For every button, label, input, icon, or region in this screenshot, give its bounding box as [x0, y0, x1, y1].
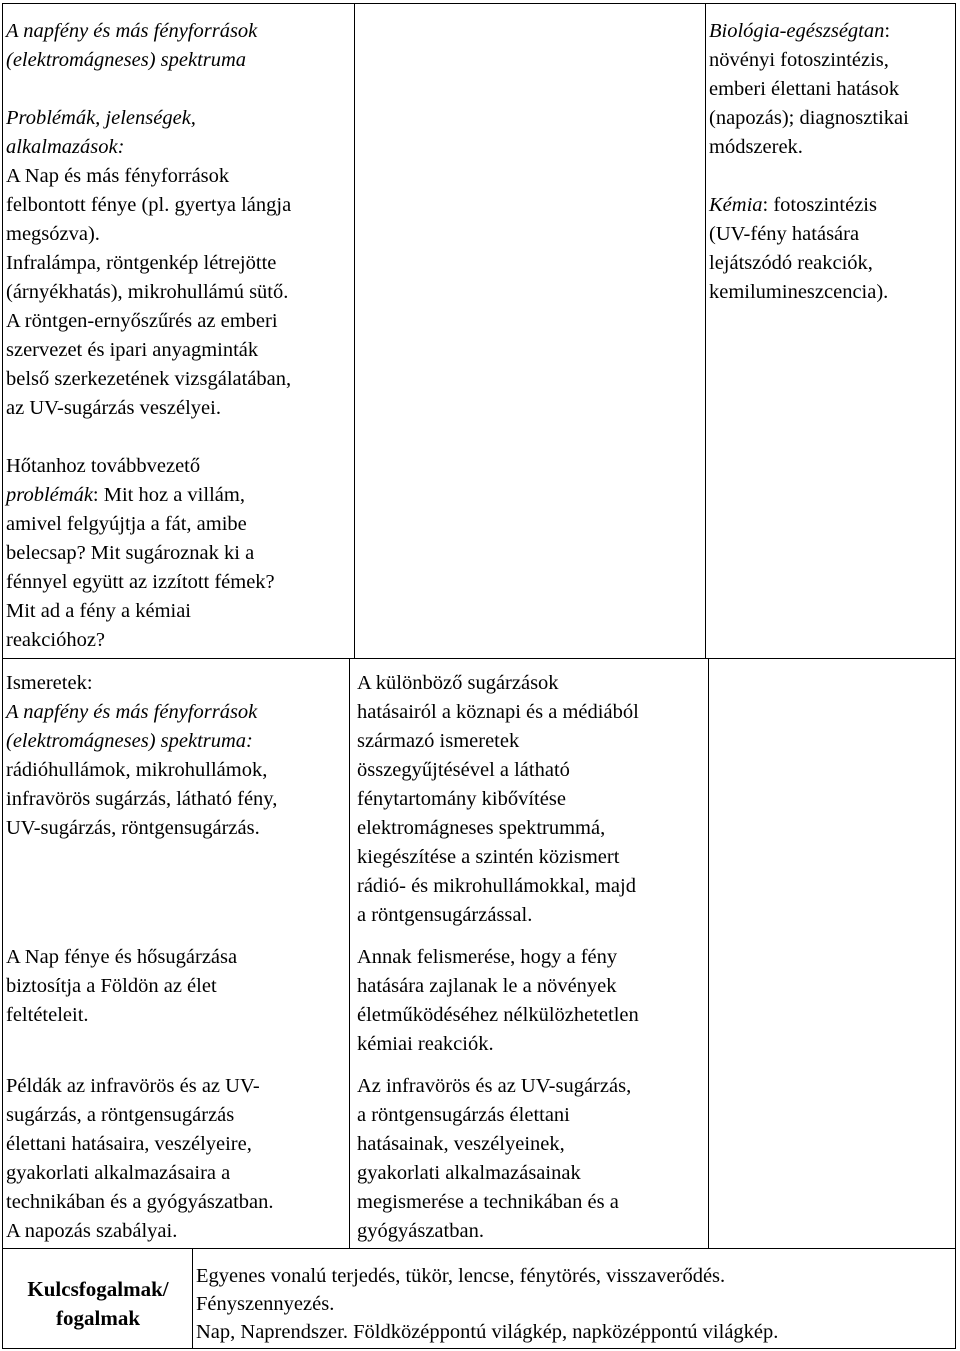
- problems-label-line2: alkalmazások:: [6, 136, 125, 158]
- goal-line: fénytartomány kibővítése: [357, 788, 566, 810]
- goal-line: Az infravörös és az UV-sugárzás,: [357, 1075, 632, 1097]
- bio-line: növényi fotoszintézis,: [709, 49, 889, 71]
- sun-line: feltételeit.: [6, 1004, 89, 1026]
- problems-line: Infralámpa, röntgenkép létrejötte: [6, 252, 277, 274]
- knowledge-line: rádióhullámok, mikrohullámok,: [6, 759, 268, 781]
- goal-line: elektromágneses spektrummá,: [357, 817, 606, 839]
- goal-line: hatására zajlanak le a növények: [357, 975, 617, 997]
- goal-line: megismerése a technikában és a: [357, 1191, 619, 1213]
- bridge-line1: Hőtanhoz továbbvezető: [6, 455, 201, 477]
- divider-col1-bottom: [349, 658, 350, 1248]
- chem-line: kemilumineszcencia).: [709, 281, 889, 303]
- example-line: Példák az infravörös és az UV-: [6, 1075, 260, 1097]
- bio-line: (napozás); diagnosztikai: [709, 107, 909, 129]
- problems-line: A röntgen-ernyőszűrés az emberi: [6, 310, 278, 332]
- goal-line: kémiai reakciók.: [357, 1033, 494, 1055]
- divider-col2-top: [705, 3, 706, 658]
- sun-line: A Nap fénye és hősugárzása: [6, 946, 238, 968]
- goal-line: rádió- és mikrohullámokkal, majd: [357, 875, 636, 897]
- cell-topics: [6, 17, 352, 655]
- key-concepts-list: [196, 1262, 954, 1346]
- key-concepts-label-line1: Kulcsfogalmak/: [27, 1277, 169, 1301]
- goal-line: a röntgensugárzás élettani: [357, 1104, 570, 1126]
- border-left: [2, 3, 3, 1348]
- example-line: élettani hatásaira, veszélyeire,: [6, 1133, 252, 1155]
- example-line: sugárzás, a röntgensugárzás: [6, 1104, 235, 1126]
- problems-line: A Nap és más fényforrások: [6, 165, 230, 187]
- problems-line: megsózva).: [6, 223, 100, 245]
- divider-col1-top: [354, 3, 355, 658]
- goal-line: A különböző sugárzások: [357, 672, 559, 694]
- border-bottom: [2, 1348, 956, 1349]
- cell-goals-3: [357, 1072, 707, 1246]
- problems-line: felbontott fénye (pl. gyertya lángja: [6, 194, 292, 216]
- divider-key-row: [2, 1248, 956, 1249]
- topic-heading-line1: A napfény és más fényforrások: [6, 20, 258, 42]
- cell-examples: [6, 1072, 348, 1246]
- bridge-line: Mit ad a fény a kémiai: [6, 600, 192, 622]
- goal-line: hatásairól a köznapi és a médiából: [357, 701, 639, 723]
- sun-line: biztosítja a Földön az élet: [6, 975, 217, 997]
- knowledge-italic-line: A napfény és más fényforrások: [6, 701, 258, 723]
- key-concepts-label-line2: fogalmak: [56, 1306, 140, 1330]
- border-top: [2, 3, 956, 4]
- problems-line: belső szerkezetének vizsgálatában,: [6, 368, 292, 390]
- chem-line: (UV-fény hatására: [709, 223, 860, 245]
- bridge-line: belecsap? Mit sugároznak ki a: [6, 542, 255, 564]
- example-line: technikában és a gyógyászatban.: [6, 1191, 274, 1213]
- bridge-line: fénnyel együtt az izzított fémek?: [6, 571, 275, 593]
- topic-heading-line2: (elektromágneses) spektruma: [6, 49, 247, 71]
- bio-line1: [709, 17, 955, 46]
- bridge-line: amivel felgyújtja a fát, amibe: [6, 513, 247, 535]
- chem-line: lejátszódó reakciók,: [709, 252, 873, 274]
- chem-line1-rest: : fotoszintézis: [762, 194, 877, 216]
- divider-col2-bottom: [708, 658, 709, 1248]
- goal-line: hatásainak, veszélyeinek,: [357, 1133, 565, 1155]
- problems-line: az UV-sugárzás veszélyei.: [6, 397, 221, 419]
- problems-label-line1: Problémák, jelenségek,: [6, 107, 196, 129]
- divider-row: [2, 658, 956, 659]
- bridge-line: reakcióhoz?: [6, 629, 106, 651]
- knowledge-italic-line: (elektromágneses) spektruma:: [6, 730, 253, 752]
- cell-goals-2: [357, 943, 707, 1059]
- goal-line: Annak felismerése, hogy a fény: [357, 946, 618, 968]
- border-right: [955, 3, 956, 1348]
- knowledge-label: Ismeretek:: [6, 672, 93, 694]
- chem-line1: [709, 191, 955, 220]
- chem-label: Kémia: [709, 194, 763, 216]
- bio-colon: :: [884, 20, 891, 42]
- goal-line: a röntgensugárzással.: [357, 904, 533, 926]
- example-line: A napozás szabályai.: [6, 1220, 178, 1242]
- cell-goals: [357, 669, 707, 930]
- goal-line: kiegészítése a szintén közismert: [357, 846, 620, 868]
- goal-line: gyakorlati alkalmazásainak: [357, 1162, 581, 1184]
- bio-line: módszerek.: [709, 136, 803, 158]
- key-concept-line: Nap, Naprendszer. Földközéppontú világkép, napközéppontú világkép.: [196, 1321, 779, 1343]
- example-line: gyakorlati alkalmazásaira a: [6, 1162, 231, 1184]
- bridge-line2-rest: : Mit hoz a villám,: [92, 484, 245, 506]
- key-concepts-label: [2, 1275, 194, 1333]
- knowledge-line: infravörös sugárzás, látható fény,: [6, 788, 278, 810]
- key-concept-line: Fényszennyezés.: [196, 1293, 335, 1315]
- cell-knowledge: [6, 669, 348, 843]
- knowledge-line: UV-sugárzás, röntgensugárzás.: [6, 817, 260, 839]
- problems-line: szervezet és ipari anyagminták: [6, 339, 259, 361]
- cell-cross-curricular: [709, 17, 955, 307]
- goal-line: gyógyászatban.: [357, 1220, 484, 1242]
- key-concept-line: Egyenes vonalú terjedés, tükör, lencse, fénytörés, visszaverődés.: [196, 1265, 726, 1287]
- bridge-problems-label: problémák: [6, 484, 93, 506]
- cell-sun: [6, 943, 348, 1030]
- bridge-line2: [6, 481, 352, 510]
- goal-line: összegyűjtésével a látható: [357, 759, 570, 781]
- goal-line: életműködéséhez nélkülözhetetlen: [357, 1004, 639, 1026]
- goal-line: származó ismeretek: [357, 730, 520, 752]
- bio-label: Biológia-egészségtan: [709, 20, 885, 42]
- bio-line: emberi élettani hatások: [709, 78, 900, 100]
- problems-line: (árnyékhatás), mikrohullámú sütő.: [6, 281, 289, 303]
